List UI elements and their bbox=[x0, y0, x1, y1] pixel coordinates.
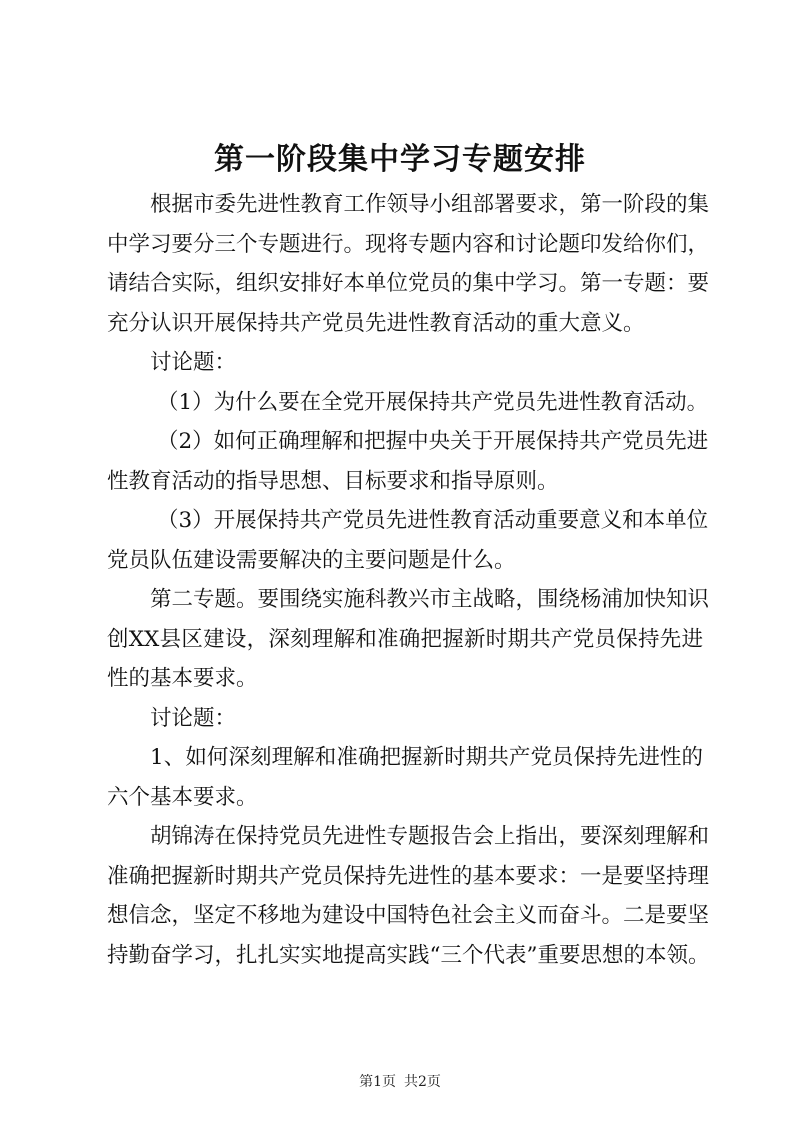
document-title: 第一阶段集中学习专题安排 bbox=[214, 142, 586, 177]
text-line: 性的基本要求。 bbox=[107, 666, 258, 691]
paragraph-question-2 bbox=[107, 422, 709, 501]
text-line: 准确把握新时期共产党员保持先进性的基本要求：一是要坚持理 bbox=[107, 863, 710, 889]
text-line: （1）为什么要在全党开展保持共产党员先进性教育活动。 bbox=[157, 389, 709, 415]
text-line: 讨论题： bbox=[150, 705, 237, 731]
paragraph-topic-2 bbox=[107, 580, 710, 699]
page-total: 共2页 bbox=[404, 1074, 441, 1090]
text-line: 讨论题： bbox=[150, 350, 237, 375]
text-line: 请结合实际，组织安排好本单位党员的集中学习。第一专题：要 bbox=[107, 271, 710, 296]
paragraph-question-1 bbox=[107, 383, 709, 423]
page-footer bbox=[0, 1072, 800, 1092]
text-line: 中学习要分三个专题进行。现将专题内容和讨论题印发给你们， bbox=[107, 231, 710, 257]
paragraph-discussion-heading bbox=[107, 699, 703, 739]
text-line: 想信念，坚定不移地为建设中国特色社会主义而奋斗。二是要坚 bbox=[107, 903, 710, 928]
paragraph-hu-speech bbox=[107, 817, 710, 975]
text-line: （3）开展保持共产党员先进性教育活动重要意义和本单位 bbox=[157, 508, 709, 533]
paragraph-discussion-heading bbox=[107, 343, 703, 383]
page-number: 第1页 bbox=[359, 1074, 396, 1090]
text-line: 充分认识开展保持共产党员先进性教育活动的重大意义。 bbox=[107, 310, 645, 336]
paragraph-question-3 bbox=[107, 501, 709, 580]
text-line: 1、如何深刻理解和准确把握新时期共产党员保持先进性的 bbox=[150, 745, 703, 770]
text-line: （2）如何正确理解和把握中央关于开展保持共产党员先进 bbox=[157, 429, 709, 454]
text-line: 创XX县区建设，深刻理解和准确把握新时期共产党员保持先进 bbox=[107, 626, 703, 652]
paragraph-item-1 bbox=[107, 738, 703, 817]
text-line: 第二专题。要围绕实施科教兴市主战略，围绕杨浦加快知识 bbox=[150, 587, 710, 612]
text-line: 六个基本要求。 bbox=[107, 784, 258, 810]
document-body bbox=[107, 185, 710, 975]
text-line: 根据市委先进性教育工作领导小组部署要求，第一阶段的集 bbox=[150, 192, 710, 217]
text-line: 持勤奋学习，扎扎实实地提高实践“三个代表”重要思想的本领。 bbox=[107, 942, 710, 968]
text-line: 党员队伍建设需要解决的主要问题是什么。 bbox=[107, 547, 516, 573]
text-line: 性教育活动的指导思想、目标要求和指导原则。 bbox=[107, 468, 559, 494]
text-line: 胡锦涛在保持党员先进性专题报告会上指出，要深刻理解和 bbox=[150, 824, 710, 849]
paragraph-intro bbox=[107, 185, 710, 343]
